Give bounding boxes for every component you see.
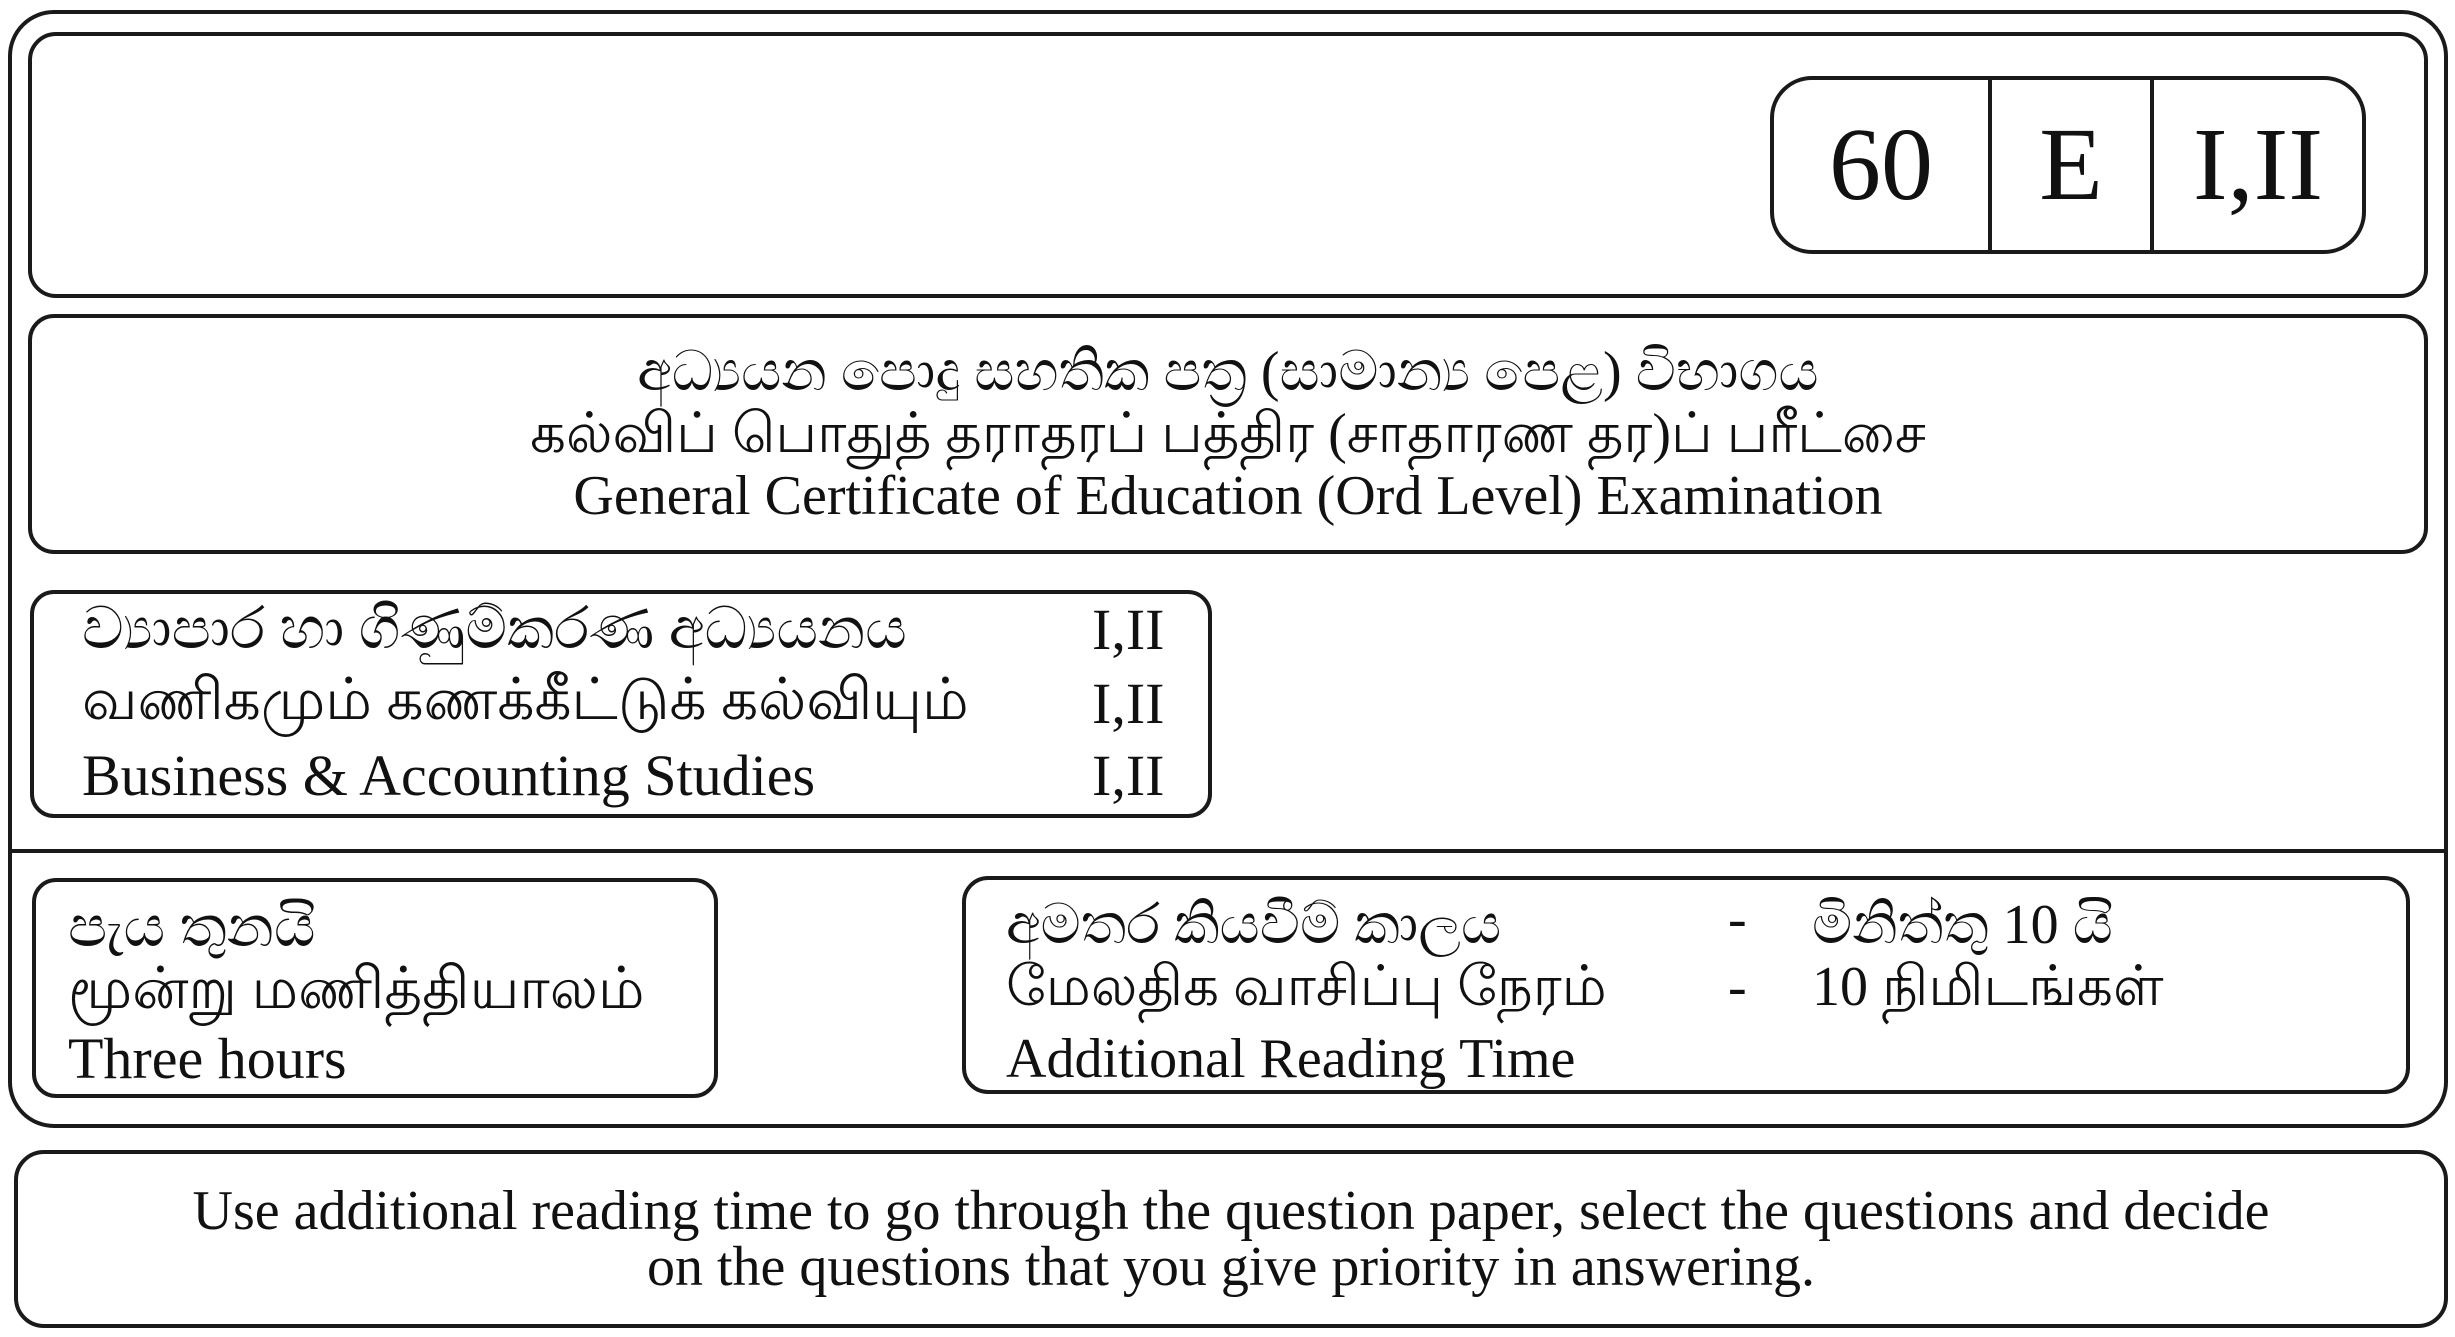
exam-title-box [28,314,2428,554]
reading-time-separator: - [1728,888,1747,950]
reading-time-separator: - [1728,956,1747,1018]
reading-time-label-tamil: மேலதிக வாசிப்பு நேரம் [1006,956,1607,1018]
section-divider [10,849,2446,853]
duration-sinhala: පැය තුනයි [68,894,316,959]
subject-row-english [82,740,1202,810]
reading-time-label-sinhala: අමතර කියවීම් කාලය [1006,894,1502,956]
reading-time-label-english: Additional Reading Time [1006,1028,1576,1090]
duration-english: Three hours [68,1026,347,1091]
subject-row-tamil [82,668,1202,738]
subject-label: ව්‍යාපාර හා ගිණුම්කරණ අධ්‍යයනය [82,596,907,661]
instruction-box [14,1150,2448,1328]
instruction-line-2: on the questions that you give priority in answering. [646,1236,1816,1298]
subject-part: I,II [1092,742,1165,808]
reading-time-value-tamil: 10 நிமிடங்கள் [1812,956,2164,1018]
paper-code-number: 60 [1774,80,1992,250]
subject-part: I,II [1092,596,1165,662]
paper-code-medium: E [1992,80,2154,250]
exam-title-english: General Certificate of Education (Ord Level) Examination [573,465,1883,527]
paper-code-parts: I,II [2193,107,2323,222]
subject-part: I,II [1092,670,1165,736]
reading-time-value-sinhala: මිනිත්තු 10 යි [1812,894,2113,956]
duration-tamil: மூன்று மணித்தியாலம் [68,956,645,1021]
exam-title-tamil: கல்விப் பொதுத் தராதரப் பத்திர (சாதாரண தர)ப் பரீட்சை [530,403,1926,465]
instruction-line-1: Use additional reading time to go through the question paper, select the questions and decide [192,1180,2270,1242]
subject-label: வணிகமும் கணக்கீட்டுக் கல்வியும் [82,666,969,732]
subject-label: Business & Accounting Studies [82,742,816,808]
subject-row-sinhala [82,594,1202,664]
paper-code-box [1770,76,2366,254]
exam-title-sinhala: අධ්‍යයන පොදු සහතික පත්‍ර (සාමාන්‍ය පෙළ) විභාගය [637,341,1819,403]
